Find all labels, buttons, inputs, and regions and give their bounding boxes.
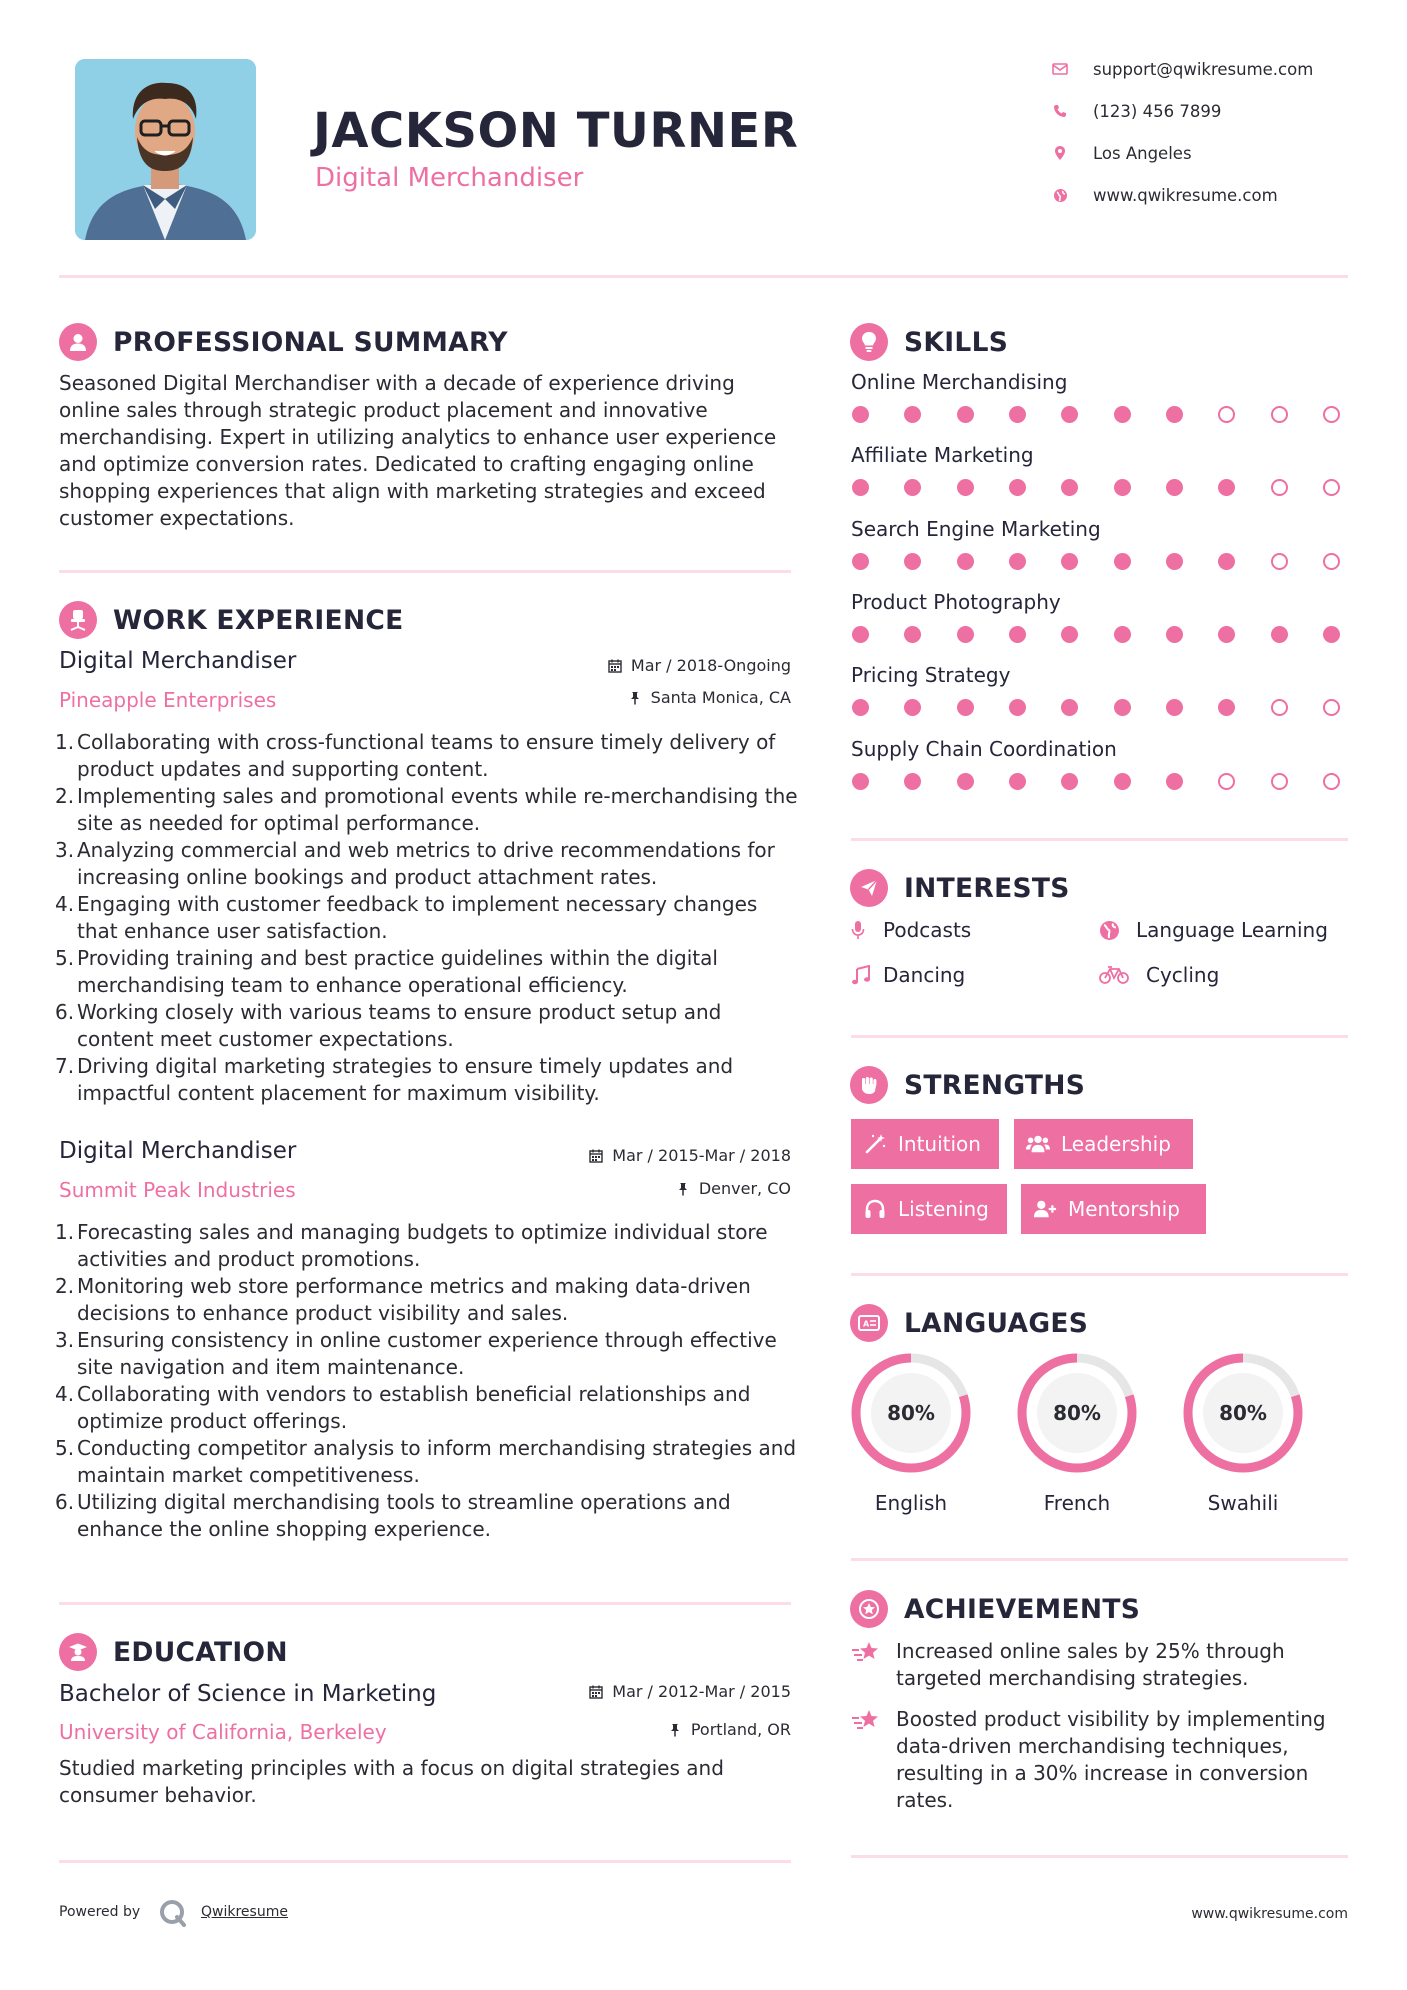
- contact-phone[interactable]: [1050, 99, 1350, 123]
- rating-dot-filled: [1218, 699, 1235, 716]
- rating-dot-filled: [957, 626, 974, 643]
- calendar-icon: [607, 658, 623, 674]
- languages-divider: [851, 1558, 1348, 1561]
- list-item: 2. Monitoring web store performance metrics and making data-driven decisions to enhance product visibility and sales.: [55, 1274, 751, 1325]
- job-1-title: Digital Merchandiser: [59, 648, 297, 674]
- skills-heading: [850, 323, 1008, 361]
- rating-dot-filled: [1061, 626, 1078, 643]
- interests-heading: [850, 869, 1070, 907]
- skill-name: Product Photography: [851, 589, 1061, 614]
- rating-dot-filled: [904, 773, 921, 790]
- rating-dot-filled: [957, 773, 974, 790]
- users-icon: [1026, 1132, 1050, 1156]
- strength-label: Mentorship: [1068, 1197, 1180, 1221]
- contact-email-text: support@qwikresume.com: [1093, 59, 1314, 79]
- rating-dot-filled: [1271, 626, 1288, 643]
- contact-website[interactable]: [1050, 183, 1350, 207]
- education-degree: Bachelor of Science in Marketing: [59, 1681, 437, 1707]
- education-school: University of California, Berkeley: [59, 1720, 387, 1744]
- rating-dot-filled: [1166, 406, 1183, 423]
- qwikresume-link[interactable]: Qwikresume: [201, 1904, 288, 1920]
- languages-title: LANGUAGES: [904, 1307, 1089, 1339]
- rating-dot-filled: [1166, 699, 1183, 716]
- calendar-icon: [588, 1148, 604, 1164]
- summary-heading: [59, 323, 508, 361]
- rating-dot-filled: [1166, 773, 1183, 790]
- education-location-text: Portland, OR: [690, 1720, 791, 1739]
- skill-rating: [852, 479, 1340, 496]
- user-plus-icon: [1033, 1197, 1057, 1221]
- interest-label: Dancing: [883, 963, 966, 987]
- language-percent: 80%: [1219, 1401, 1267, 1425]
- bicycle-icon: [1099, 963, 1142, 987]
- education-text: Studied marketing principles with a focus on digital strategies and consumer behavior.: [59, 1756, 724, 1807]
- rating-dot-filled: [904, 626, 921, 643]
- skill-name: Search Engine Marketing: [851, 516, 1101, 541]
- rating-dot-filled: [1114, 553, 1131, 570]
- interests-divider: [851, 1035, 1348, 1038]
- globe-icon: [1099, 918, 1132, 942]
- rating-dot-filled: [1166, 553, 1183, 570]
- rating-dot-empty: [1323, 699, 1340, 716]
- summary-text: Seasoned Digital Merchandiser with a decade of experience driving online sales through strategic product placement and innovative merchandising. Expert in utilizing analytics to enhance user experience and optimize conversion rates. Dedicated to crafting engaging online shopping experiences that align with marketing strategies and exceed customer expectations.: [59, 371, 777, 530]
- list-item: 4. Collaborating with vendors to establish beneficial relationships and optimize product offerings.: [55, 1382, 751, 1433]
- rating-dot-filled: [852, 553, 869, 570]
- job-1-bullets: [55, 729, 799, 1107]
- skill-item: [851, 737, 1340, 790]
- interest-dancing: [851, 963, 965, 987]
- footer-url[interactable]: www.qwikresume.com: [1191, 1906, 1348, 1922]
- rating-dot-filled: [1166, 479, 1183, 496]
- rating-dot-filled: [1218, 553, 1235, 570]
- user-icon: [59, 323, 97, 361]
- job-1-date-text: Mar / 2018-Ongoing: [630, 656, 791, 675]
- interests-title: INTERESTS: [904, 872, 1070, 904]
- fist-icon: [850, 1066, 888, 1104]
- skill-rating: [852, 699, 1340, 716]
- pushpin-icon: [627, 690, 643, 706]
- list-item: 2. Implementing sales and promotional events while re-merchandising the site as needed for optimal performance.: [55, 784, 798, 835]
- contact-phone-text: (123) 456 7899: [1093, 101, 1222, 121]
- rating-dot-filled: [1061, 699, 1078, 716]
- rating-dot-empty: [1218, 406, 1235, 423]
- rating-dot-filled: [904, 699, 921, 716]
- rating-dot-filled: [957, 553, 974, 570]
- rating-dot-empty: [1218, 773, 1235, 790]
- skill-item: [851, 663, 1340, 716]
- header-divider: [59, 275, 1348, 278]
- rating-dot-filled: [1114, 406, 1131, 423]
- job-2-date: [588, 1146, 791, 1165]
- achievements-heading: [850, 1590, 1140, 1628]
- rating-dot-empty: [1271, 406, 1288, 423]
- achievements-title: ACHIEVEMENTS: [904, 1593, 1141, 1625]
- language-progress-ring: [1181, 1351, 1305, 1475]
- language-name: Swahili: [1207, 1491, 1279, 1515]
- job-1-company: Pineapple Enterprises: [59, 688, 277, 712]
- job-2-location-text: Denver, CO: [698, 1179, 791, 1198]
- rating-dot-filled: [1061, 479, 1078, 496]
- strengths-divider: [851, 1273, 1348, 1276]
- music-note-icon: [851, 963, 879, 987]
- education-date: [588, 1682, 791, 1701]
- skill-rating: [852, 553, 1340, 570]
- rating-dot-filled: [852, 699, 869, 716]
- candidate-name: JACKSON TURNER: [313, 103, 799, 159]
- rating-dot-filled: [1166, 626, 1183, 643]
- education-divider: [59, 1860, 791, 1863]
- job-2-company: Summit Peak Industries: [59, 1178, 296, 1202]
- svg-text:A: A: [863, 1319, 870, 1329]
- office-chair-icon: [59, 601, 97, 639]
- shooting-star-icon: [851, 1708, 881, 1734]
- education-date-text: Mar / 2012-Mar / 2015: [612, 1682, 791, 1701]
- job-1-date: [607, 656, 791, 675]
- language-progress-ring: [849, 1351, 973, 1475]
- rating-dot-filled: [1061, 406, 1078, 423]
- rating-dot-empty: [1271, 773, 1288, 790]
- skill-name: Online Merchandising: [851, 370, 1068, 394]
- rating-dot-filled: [852, 479, 869, 496]
- rating-dot-filled: [1009, 406, 1026, 423]
- rating-dot-filled: [957, 479, 974, 496]
- rating-dot-filled: [904, 406, 921, 423]
- education-heading: [59, 1633, 288, 1671]
- skill-rating: [852, 626, 1340, 643]
- strengths-heading: [850, 1066, 1085, 1104]
- contact-location-text: Los Angeles: [1093, 143, 1192, 163]
- rating-dot-filled: [1323, 626, 1340, 643]
- skill-item: [851, 443, 1340, 496]
- skill-rating: [852, 406, 1340, 423]
- summary-title: PROFESSIONAL SUMMARY: [113, 326, 508, 358]
- star-badge-icon: [850, 1590, 888, 1628]
- skill-item: [851, 590, 1340, 643]
- language-item: [849, 1351, 989, 1515]
- graduate-icon: [59, 1633, 97, 1671]
- rating-dot-filled: [1009, 773, 1026, 790]
- list-item: 1. Collaborating with cross-functional teams to ensure timely delivery of product updates and supporting content.: [55, 730, 776, 781]
- rating-dot-empty: [1271, 479, 1288, 496]
- strength-leadership: [1014, 1119, 1193, 1169]
- job-2-bullets: [55, 1219, 799, 1543]
- rating-dot-filled: [852, 773, 869, 790]
- rating-dot-filled: [1218, 479, 1235, 496]
- rating-dot-empty: [1323, 406, 1340, 423]
- rating-dot-filled: [1061, 773, 1078, 790]
- rating-dot-filled: [1114, 626, 1131, 643]
- achievements-divider: [851, 1855, 1348, 1858]
- work-divider: [59, 1602, 791, 1605]
- interest-cycling: [1099, 963, 1219, 987]
- skill-name: Supply Chain Coordination: [851, 736, 1117, 761]
- list-item: 4. Engaging with customer feedback to implement necessary changes that enhance user satisfaction.: [55, 892, 758, 943]
- skill-rating: [852, 773, 1340, 790]
- shooting-star-icon: [851, 1640, 881, 1666]
- rating-dot-empty: [1323, 479, 1340, 496]
- job-1-location: [627, 688, 791, 707]
- list-item: 5. Conducting competitor analysis to inform merchandising strategies and maintain market competitiveness.: [55, 1436, 797, 1487]
- job-2-date-text: Mar / 2015-Mar / 2018: [612, 1146, 791, 1165]
- list-item: 5. Providing training and best practice guidelines within the digital merchandising team to enhance operational efficiency.: [55, 946, 718, 997]
- rating-dot-filled: [957, 406, 974, 423]
- phone-icon: [1050, 101, 1070, 121]
- skills-divider: [851, 838, 1348, 841]
- education-location: [667, 1720, 791, 1739]
- rating-dot-filled: [957, 699, 974, 716]
- email-icon: [1050, 59, 1070, 79]
- paper-plane-icon: [850, 869, 888, 907]
- skills-title: SKILLS: [904, 326, 1009, 358]
- rating-dot-empty: [1323, 553, 1340, 570]
- skill-item: [851, 370, 1340, 423]
- strength-mentorship: [1021, 1184, 1206, 1234]
- rating-dot-filled: [1218, 626, 1235, 643]
- candidate-role: Digital Merchandiser: [315, 163, 584, 193]
- contact-location: [1050, 141, 1350, 165]
- strength-label: Listening: [898, 1197, 989, 1221]
- rating-dot-filled: [904, 479, 921, 496]
- skill-item: [851, 517, 1340, 570]
- rating-dot-empty: [1271, 553, 1288, 570]
- contact-email[interactable]: [1050, 57, 1350, 81]
- interest-language-learning: [1099, 918, 1328, 942]
- achievement-1: Increased online sales by 25% through targeted merchandising strategies.: [896, 1639, 1285, 1690]
- list-item: 7. Driving digital marketing strategies to ensure timely updates and impactful content placement for maximum visibility.: [55, 1054, 734, 1105]
- rating-dot-filled: [1114, 699, 1131, 716]
- rating-dot-filled: [1009, 626, 1026, 643]
- summary-divider: [59, 570, 791, 573]
- strength-intuition: [851, 1119, 999, 1169]
- location-pin-icon: [1050, 143, 1070, 163]
- language-percent: 80%: [1053, 1401, 1101, 1425]
- globe-icon: [1050, 185, 1070, 205]
- rating-dot-filled: [1009, 553, 1026, 570]
- skill-name: Pricing Strategy: [851, 663, 1011, 688]
- work-heading: [59, 601, 404, 639]
- strength-label: Intuition: [898, 1132, 981, 1156]
- list-item: 6. Utilizing digital merchandising tools to streamline operations and enhance the online shopping experience.: [55, 1490, 731, 1541]
- list-item: 6. Working closely with various teams to ensure product setup and content meet customer expectations.: [55, 1000, 722, 1051]
- language-name: French: [1043, 1491, 1111, 1515]
- rating-dot-filled: [1009, 699, 1026, 716]
- strength-listening: [851, 1184, 1007, 1234]
- rating-dot-filled: [1114, 479, 1131, 496]
- list-item: 1. Forecasting sales and managing budgets to optimize individual store activities and product promotions.: [55, 1220, 768, 1271]
- job-1-location-text: Santa Monica, CA: [650, 688, 791, 707]
- languages-row: [849, 1351, 1349, 1521]
- rating-dot-filled: [1009, 479, 1026, 496]
- language-progress-ring: [1015, 1351, 1139, 1475]
- job-2-location: [675, 1179, 791, 1198]
- language-percent: 80%: [887, 1401, 935, 1425]
- interest-label: Cycling: [1146, 963, 1220, 987]
- pushpin-icon: [667, 1722, 683, 1738]
- languages-heading: [850, 1304, 1088, 1342]
- lightbulb-icon: [850, 323, 888, 361]
- language-item: [1015, 1351, 1155, 1515]
- powered-by-text: Powered by: [59, 1904, 141, 1920]
- language-item: [1181, 1351, 1321, 1515]
- magic-wand-icon: [863, 1132, 887, 1156]
- rating-dot-filled: [904, 553, 921, 570]
- skill-name: Affiliate Marketing: [851, 443, 1034, 468]
- interest-label: Podcasts: [883, 918, 972, 942]
- list-item: 3. Ensuring consistency in online customer experience through effective site navigation and item maintenance.: [55, 1328, 777, 1379]
- education-title: EDUCATION: [113, 1636, 288, 1668]
- contact-website-text: www.qwikresume.com: [1093, 185, 1278, 205]
- rating-dot-filled: [852, 406, 869, 423]
- microphone-icon: [851, 918, 879, 942]
- language-card-icon: [850, 1304, 888, 1342]
- language-name: English: [874, 1491, 948, 1515]
- interest-podcasts: [851, 918, 971, 942]
- rating-dot-filled: [852, 626, 869, 643]
- work-title: WORK EXPERIENCE: [113, 604, 404, 636]
- profile-photo: [75, 59, 256, 240]
- achievement-2: Boosted product visibility by implementing data-driven merchandising techniques, resulting in a 30% increase in conversion rates.: [896, 1707, 1326, 1812]
- strength-label: Leadership: [1061, 1132, 1171, 1156]
- rating-dot-filled: [1114, 773, 1131, 790]
- strengths-title: STRENGTHS: [904, 1069, 1086, 1101]
- interest-label: Language Learning: [1136, 918, 1328, 942]
- calendar-icon: [588, 1684, 604, 1700]
- headphones-icon: [863, 1197, 887, 1221]
- job-2-title: Digital Merchandiser: [59, 1138, 297, 1164]
- rating-dot-empty: [1271, 699, 1288, 716]
- list-item: 3. Analyzing commercial and web metrics to drive recommendations for increasing online bookings and product attachment rates.: [55, 838, 775, 889]
- rating-dot-filled: [1061, 553, 1078, 570]
- qwikresume-logo-icon: [158, 1898, 188, 1928]
- pushpin-icon: [675, 1181, 691, 1197]
- rating-dot-empty: [1323, 773, 1340, 790]
